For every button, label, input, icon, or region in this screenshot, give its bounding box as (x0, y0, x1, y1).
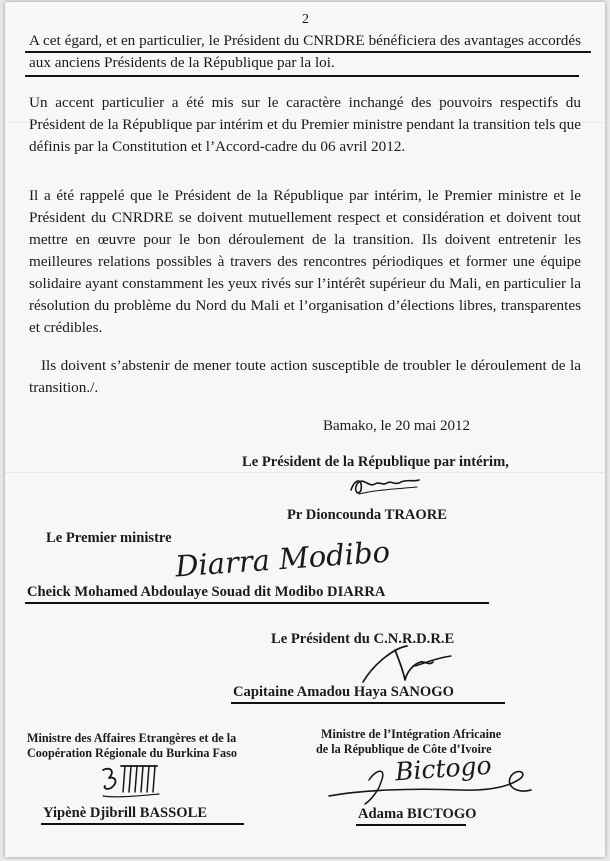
signature-line (25, 602, 489, 604)
ivoire-minister-title-line1: Ministre de l’Intégration Africaine (321, 727, 502, 741)
paragraph-relations: Il a été rappelé que le Président de la République par intérim, le Premier ministre et le Président du CNRDRE se doivent mutuellement respect et considération et doivent tout mettre en œuvre pour le bon déroulement de la transition. Ils doivent entretenir les meilleures relations possibles à travers des rencontres périodiques et former une équipe solidaire ayant constamment les yeux rivés sur l’intérêt supérieur du Mali, en particulier la résolution du problème du Nord du Mali et l’organisation d’élections libres, transparentes et crédibles. (29, 187, 581, 336)
ivoire-minister-title-line2: de la République de Côte d’Ivoire (316, 742, 492, 756)
paper-fold (5, 472, 605, 473)
interim-president-signature (345, 470, 425, 500)
interim-president-name: Pr Dioncounda TRAORE (287, 507, 448, 523)
cnrdre-president-title: Le Président du C.N.R.D.R.E (271, 631, 455, 647)
burkina-minister-title-line1: Ministre des Affaires Etrangères et de la (27, 731, 237, 745)
signature-line (231, 702, 505, 704)
signature-line (41, 823, 244, 825)
burkina-minister-signature (97, 762, 167, 808)
prime-minister-title: Le Premier ministre (46, 530, 172, 546)
cnrdre-president-name: Capitaine Amadou Haya SANOGO (233, 684, 454, 700)
interim-president-title: Le Président de la République par intérim, (242, 454, 509, 470)
place-date: Bamako, le 20 mai 2012 (323, 418, 471, 434)
signature-line (356, 824, 466, 826)
burkina-minister-title-line2: Coopération Régionale du Burkina Faso (27, 746, 237, 760)
page-number: 2 (302, 12, 309, 27)
prime-minister-signature: Diarra Modibo (174, 534, 392, 584)
ivoire-minister-signature: Bictogo (394, 750, 493, 787)
paragraph-advantages: A cet égard, et en particulier, le Président du CNRDRE bénéficiera des avantages accordés aux anciens Présidents de la République par la loi. (29, 32, 581, 71)
paragraph-powers: Un accent particulier a été mis sur le caractère inchangé des pouvoirs respectifs du Président de la République par intérim et du Premier ministre pendant la transition tels que définis par la Constitution et l’Accord-cadre du 06 avril 2012. (29, 94, 581, 155)
underline-rule (25, 51, 591, 53)
prime-minister-name: Cheick Mohamed Abdoulaye Souad dit Modibo DIARRA (27, 584, 386, 600)
paragraph-conclusion: Ils doivent s’abstenir de mener toute action susceptible de troubler le déroulement de la transition./. (29, 357, 581, 396)
cnrdre-president-signature (355, 642, 465, 690)
ivoire-minister-name: Adama BICTOGO (358, 806, 477, 822)
burkina-minister-name: Yipènè Djibrill BASSOLE (43, 805, 208, 821)
underline-rule (25, 75, 579, 77)
document-page (5, 2, 605, 857)
